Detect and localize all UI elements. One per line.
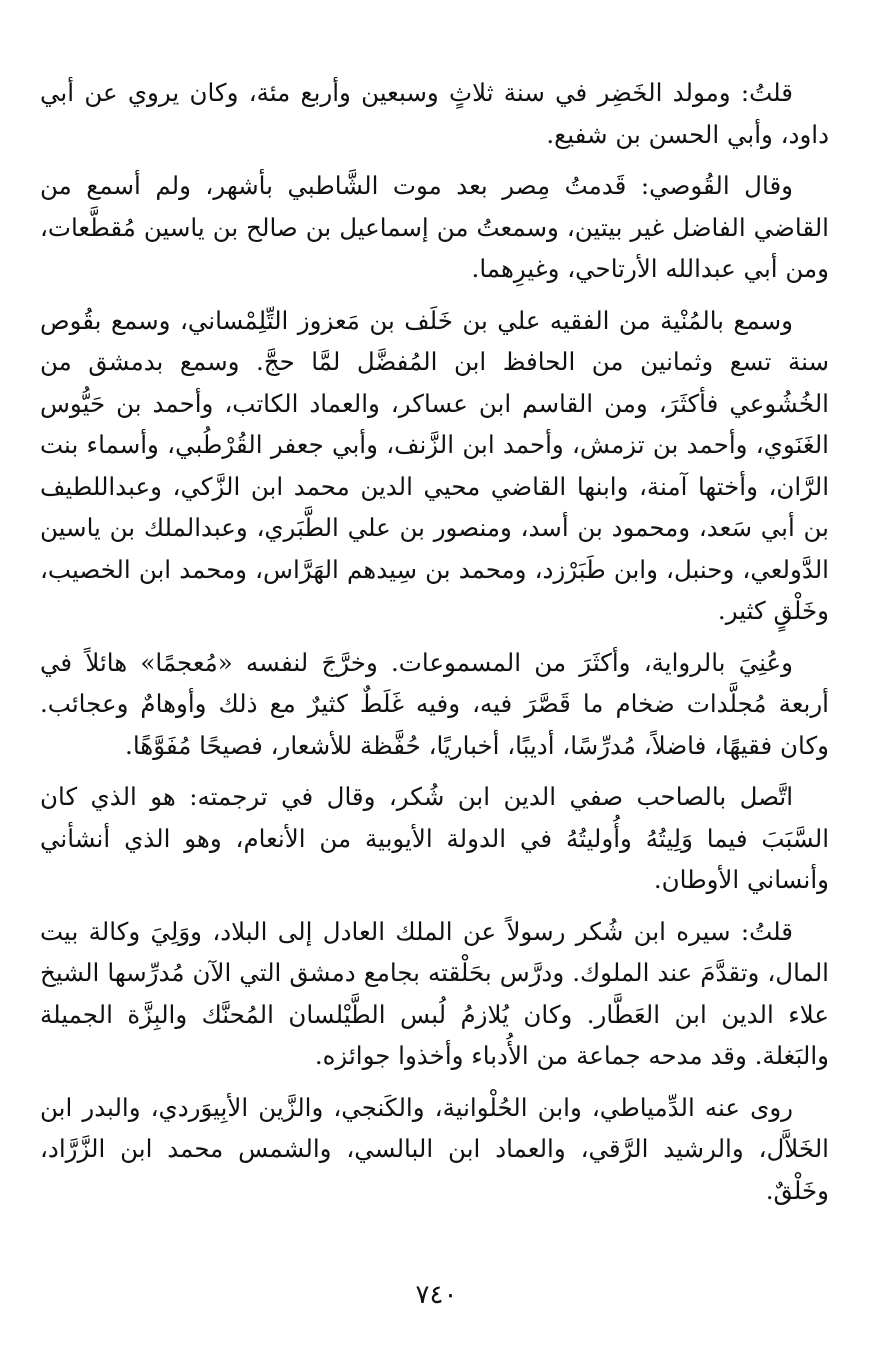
paragraph-narration-and-mujam: وعُنِيَ بالرواية، وأكثَرَ من المسموعات. وخرَّجَ لنفسه «مُعجمًا» هائلاً في أربعة مُجلَّدات ضخام ما قَصَّرَ فيه، وفيه غَلَطٌ كثيرٌ مع ذلك وأوهامٌ وعجائب. وكان فقيهًا، فاضلاً، مُدرِّسًا، أديبًا، أخباريًا، حُفَّظة للأشعار، فصيحًا مُفَوَّهًا. <box>40 647 829 760</box>
page-body <box>40 72 829 1211</box>
paragraph-qusi-statement: وقال القُوصي: قَدمتُ مِصر بعد موت الشَّاطبي بأشهر، ولم أسمع من القاضي الفاضل غير بيتين، وسمعتُ من إسماعيل بن صالح بن ياسين مُقطَّعات، ومن أبي عبدالله الأرتاحي، وغيرِهما. <box>40 171 829 283</box>
paragraph-mawlid-al-khadir: قلتُ: ومولد الخَضِر في سنة ثلاثٍ وسبعين وأربع مئة، وكان يروي عن أبي داود، وأبي الحسن بن شفيع. <box>40 78 829 149</box>
paragraph-career: قلتُ: سيره ابن شُكر رسولاً عن الملك العادل إلى البلاد، ووَلِيَ وكالة بيت المال، وتقدَّمَ عند الملوك. ودرَّس بحَلْقته بجامع دمشق التي الآن مُدرِّسها الشيخ علاء الدين ابن العَطَّار. وكان يُلازمُ لُبس الطَّيْلسان المُحنَّك والبِزَّة الجميلة والبَغلة. وقد مدحه جماعة من الأُدباء وأخذوا جوائزه. <box>40 916 829 1070</box>
paragraph-teachers-list: وسمع بالمُنْية من الفقيه علي بن خَلَف بن مَعزوز التِّلِمْساني، وسمع بقُوص سنة تسع وثمانين من الحافظ ابن المُفضَّل لمَّا حجَّ. وسمع بدمشق من الخُشُوعي فأكثَرَ، ومن القاسم ابن عساكر، والعماد الكاتب، وأحمد بن حَيُّوس الغَنَوي، وأحمد بن تزمش، وأحمد ابن الزَّنف، وأبي جعفر القُرْطُبي، وأسماء بنت الرَّان، وأختها آمنة، وابنها القاضي محيي الدين محمد ابن الزَّكي، وعبداللطيف بن أبي سَعد، ومحمود بن أسد، ومنصور بن علي الطَّبَري، وعبدالملك بن ياسين الدَّولعي، وحنبل، وابن طَبَرْزد، ومحمد بن سِيدهم الهَرَّاس، ومحمد ابن الخصيب، وخَلْقٍ كثير. <box>40 305 829 625</box>
paragraph-students: روى عنه الدِّمياطي، وابن الحُلْوانية، والكَنجي، والزَّين الأبِيوَردي، والبدر ابن الخَلاَّل، والرشيد الرَّقي، والعماد ابن البالسي، والشمس محمد ابن الزَّرَّاد، وخَلْقٌ. <box>40 1092 829 1205</box>
paragraph-ibn-shukr-connection: اتَّصل بالصاحب صفي الدين ابن شُكر، وقال في ترجمته: هو الذي كان السَّبَبَ فيما وَلِيتُهُ وأُوليتُهُ في الدولة الأيوبية من الأنعام، وهو الذي أنشأني وأنساني الأوطان. <box>40 782 829 894</box>
page-number: ٧٤٠ <box>415 1280 458 1310</box>
